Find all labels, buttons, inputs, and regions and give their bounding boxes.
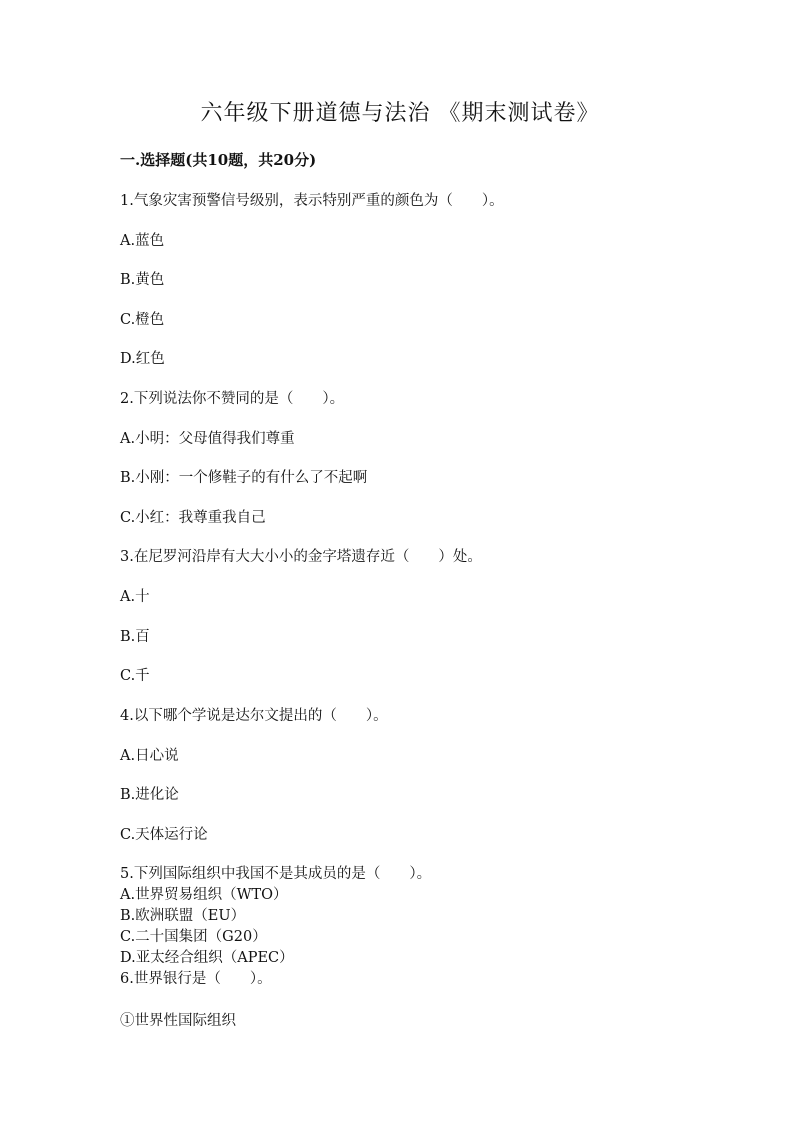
answer-option: D.红色 <box>120 351 165 367</box>
page-title: 六年级下册道德与法治 《期末测试卷》 <box>200 101 600 126</box>
question-stem: 4.以下哪个学说是达尔文提出的（ ）。 <box>120 708 388 724</box>
answer-option: D.亚太经合组织（APEC） <box>120 950 294 966</box>
answer-option: C.小红：我尊重我自己 <box>120 510 266 526</box>
answer-option: C.橙色 <box>120 312 165 328</box>
answer-option: C.千 <box>120 668 150 684</box>
section-heading: 一.选择题(共10题，共20分) <box>120 151 317 169</box>
answer-option: C.二十国集团（G20） <box>120 929 267 945</box>
answer-option: ①世界性国际组织 <box>120 1013 236 1029</box>
answer-option: A.小明：父母值得我们尊重 <box>120 431 295 447</box>
answer-option: B.进化论 <box>120 787 179 803</box>
answer-option: A.世界贸易组织（WTO） <box>120 887 288 903</box>
answer-option: B.黄色 <box>120 272 165 288</box>
answer-option: A.日心说 <box>120 748 179 764</box>
question-stem: 1.气象灾害预警信号级别，表示特别严重的颜色为（ ）。 <box>120 193 504 209</box>
answer-option: B.百 <box>120 629 150 645</box>
question-stem: 5.下列国际组织中我国不是其成员的是（ ）。 <box>120 866 432 882</box>
question-stem: 2.下列说法你不赞同的是（ ）。 <box>120 391 345 407</box>
answer-option: C.天体运行论 <box>120 827 208 843</box>
answer-option: A.蓝色 <box>120 233 165 249</box>
question-stem: 3.在尼罗河沿岸有大大小小的金字塔遗存近（ ）处。 <box>120 549 482 565</box>
answer-option: B.欧洲联盟（EU） <box>120 908 246 924</box>
answer-option: B.小刚：一个修鞋子的有什么了不起啊 <box>120 470 368 486</box>
answer-option: A.十 <box>120 589 150 605</box>
question-stem: 6.世界银行是（ ）。 <box>120 971 272 987</box>
